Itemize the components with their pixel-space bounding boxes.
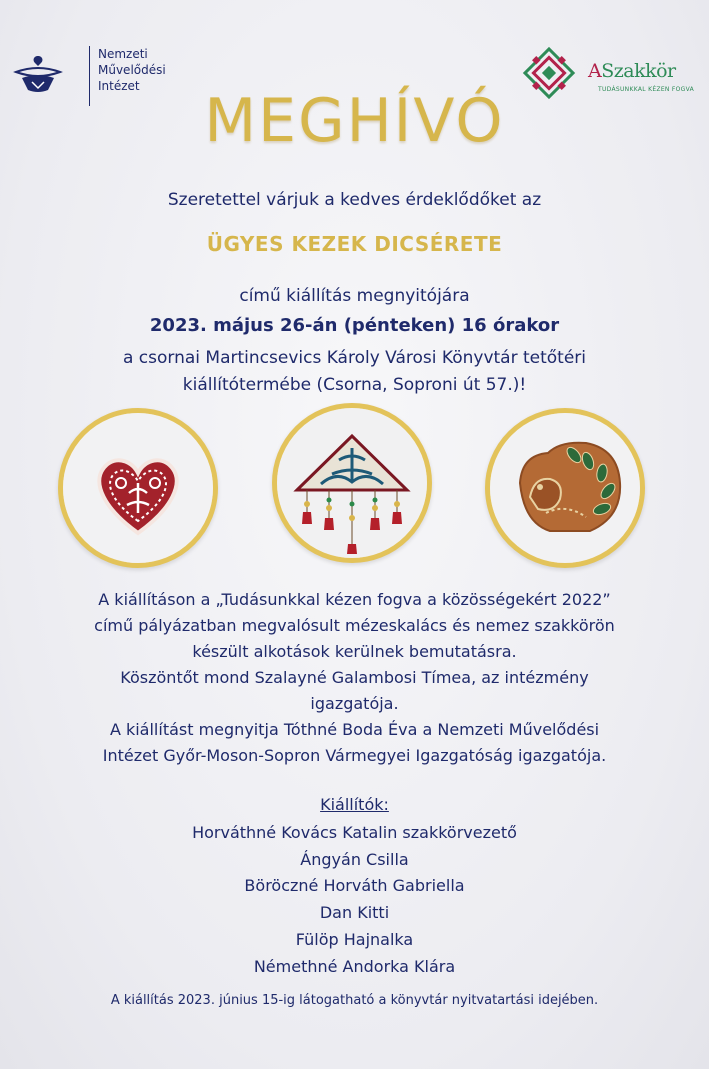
exhibitor-name: Fülöp Hajnalka (295, 929, 414, 949)
exhibitor-name: Ángyán Csilla (300, 849, 409, 869)
description-line: Köszöntőt mond Szalayné Galambosi Tímea, az intézmény (120, 668, 589, 687)
nmi-line-1: Nemzeti (98, 47, 148, 61)
exhibitor-name: Némethné Andorka Klára (253, 956, 456, 976)
description-line: igazgatója. (310, 694, 399, 713)
exhibitors-heading: Kiállítók: (320, 795, 389, 814)
nmi-line-2: Művelődési (98, 63, 166, 77)
exhibitor-name: Böröczné Horváth Gabriella (244, 876, 465, 896)
description-line: A kiállításon a „Tudásunkkal kézen fogva a közösségekért 2022” (98, 590, 611, 609)
photo-gingerbread-heart (58, 408, 218, 568)
exhibitor-name: Dan Kitti (319, 903, 390, 923)
exhibitors-list (0, 820, 709, 980)
photo-gingerbread-bird (485, 408, 645, 568)
gingerbread-heart-icon (63, 413, 213, 563)
invitation-title: MEGHÍVÓ (204, 86, 505, 156)
venue-line-1: a csornai Martincsevics Károly Városi Könyvtár tetőtéri (122, 348, 587, 368)
exhibition-name: ÜGYES KEZEK DICSÉRETE (206, 232, 503, 256)
aszakkor-wordmark: ASzakkör (588, 60, 676, 82)
event-date: 2023. május 26-án (pénteken) 16 órakor (149, 315, 560, 336)
exhibitor-name: Horváthné Kovács Katalin szakkörvezető (192, 823, 517, 842)
description-line: készült alkotások kerülnek bemutatásra. (192, 642, 517, 661)
description-line: Intézet Győr-Moson-Sopron Vármegyei Igazgatóság igazgatója. (102, 746, 607, 765)
description-line: A kiállítást megnyitja Tóthné Boda Éva a Nemzeti Művelődési (109, 720, 600, 739)
felt-wall-hanging-icon (277, 408, 427, 558)
description-paragraph (0, 587, 709, 769)
footer-note: A kiállítás 2023. június 15-ig látogatható a könyvtár nyitvatartási idejében. (110, 993, 599, 1008)
photo-felt-wall-hanging (272, 403, 432, 563)
gingerbread-bird-icon (490, 413, 640, 563)
intro-text: Szeretettel várjuk a kedves érdeklődőket az (167, 190, 542, 210)
nmi-line-3: Intézet (98, 79, 140, 93)
aszakkor-tagline: TUDÁSUNKKAL KÉZEN FOGVA (598, 86, 695, 93)
venue-line-2: kiállítótermébe (Csorna, Soproni út 57.)! (182, 375, 527, 395)
description-line: című pályázatban megvalósult mézeskalács és nemez szakkörön (94, 616, 615, 635)
opening-text: című kiállítás megnyitójára (239, 286, 470, 306)
